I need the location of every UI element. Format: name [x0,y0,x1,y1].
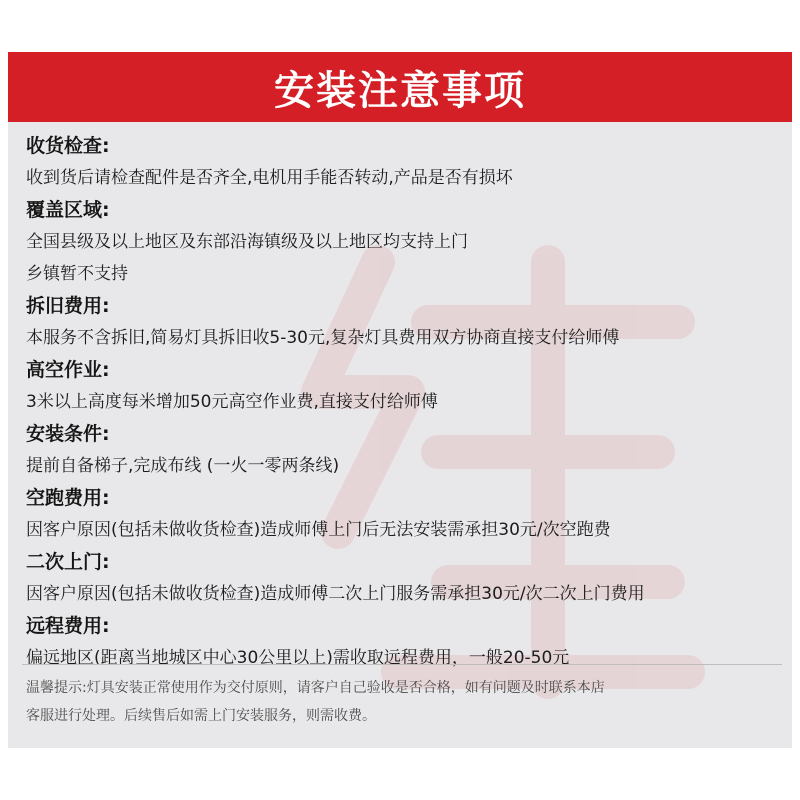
section-heading: 二次上门: [26,551,110,573]
notice-content [26,130,786,674]
section-heading: 拆旧费用: [26,295,110,317]
section-removal-fee [26,290,786,354]
divider [22,664,782,665]
section-heading: 覆盖区域: [26,199,110,221]
reminder-note [26,674,786,730]
page-title: 安装注意事项 [274,67,526,114]
section-second-visit [26,546,786,610]
section-receipt-check [26,130,786,194]
section-text: 偏远地区(距离当地城区中心30公里以上)需收取远程费用，一般20-50元 [26,648,570,668]
note-text: 温馨提示:灯具安装正常使用作为交付原则，请客户自己验收是否合格，如有问题及时联系本店 [26,680,605,696]
section-text: 提前自备梯子,完成布线 (一火一零两条线) [26,456,340,476]
notice-card [8,52,792,748]
section-text: 3米以上高度每米增加50元高空作业费,直接支付给师傅 [26,392,438,412]
section-heading: 高空作业: [26,359,110,381]
section-heading: 安装条件: [26,423,110,445]
section-text: 全国县级及以上地区及东部沿海镇级及以上地区均支持上门 [26,232,468,252]
section-heading: 空跑费用: [26,487,110,509]
section-install-conditions [26,418,786,482]
section-heading: 收货检查: [26,135,110,157]
section-wasted-trip-fee [26,482,786,546]
section-text: 因客户原因(包括未做收货检查)造成师傅二次上门服务需承担30元/次二次上门费用 [26,584,645,604]
section-coverage [26,194,786,290]
section-high-altitude [26,354,786,418]
section-text: 因客户原因(包括未做收货检查)造成师傅上门后无法安装需承担30元/次空跑费 [26,520,611,540]
section-text: 收到货后请检查配件是否齐全,电机用手能否转动,产品是否有损坏 [26,168,513,188]
section-text: 本服务不含拆旧,简易灯具拆旧收5-30元,复杂灯具费用双方协商直接支付给师傅 [26,328,620,348]
section-heading: 远程费用: [26,615,110,637]
title-banner [8,52,792,122]
section-text: 乡镇暂不支持 [26,264,128,284]
note-text: 客服进行处理。后续售后如需上门安装服务，则需收费。 [26,708,376,724]
